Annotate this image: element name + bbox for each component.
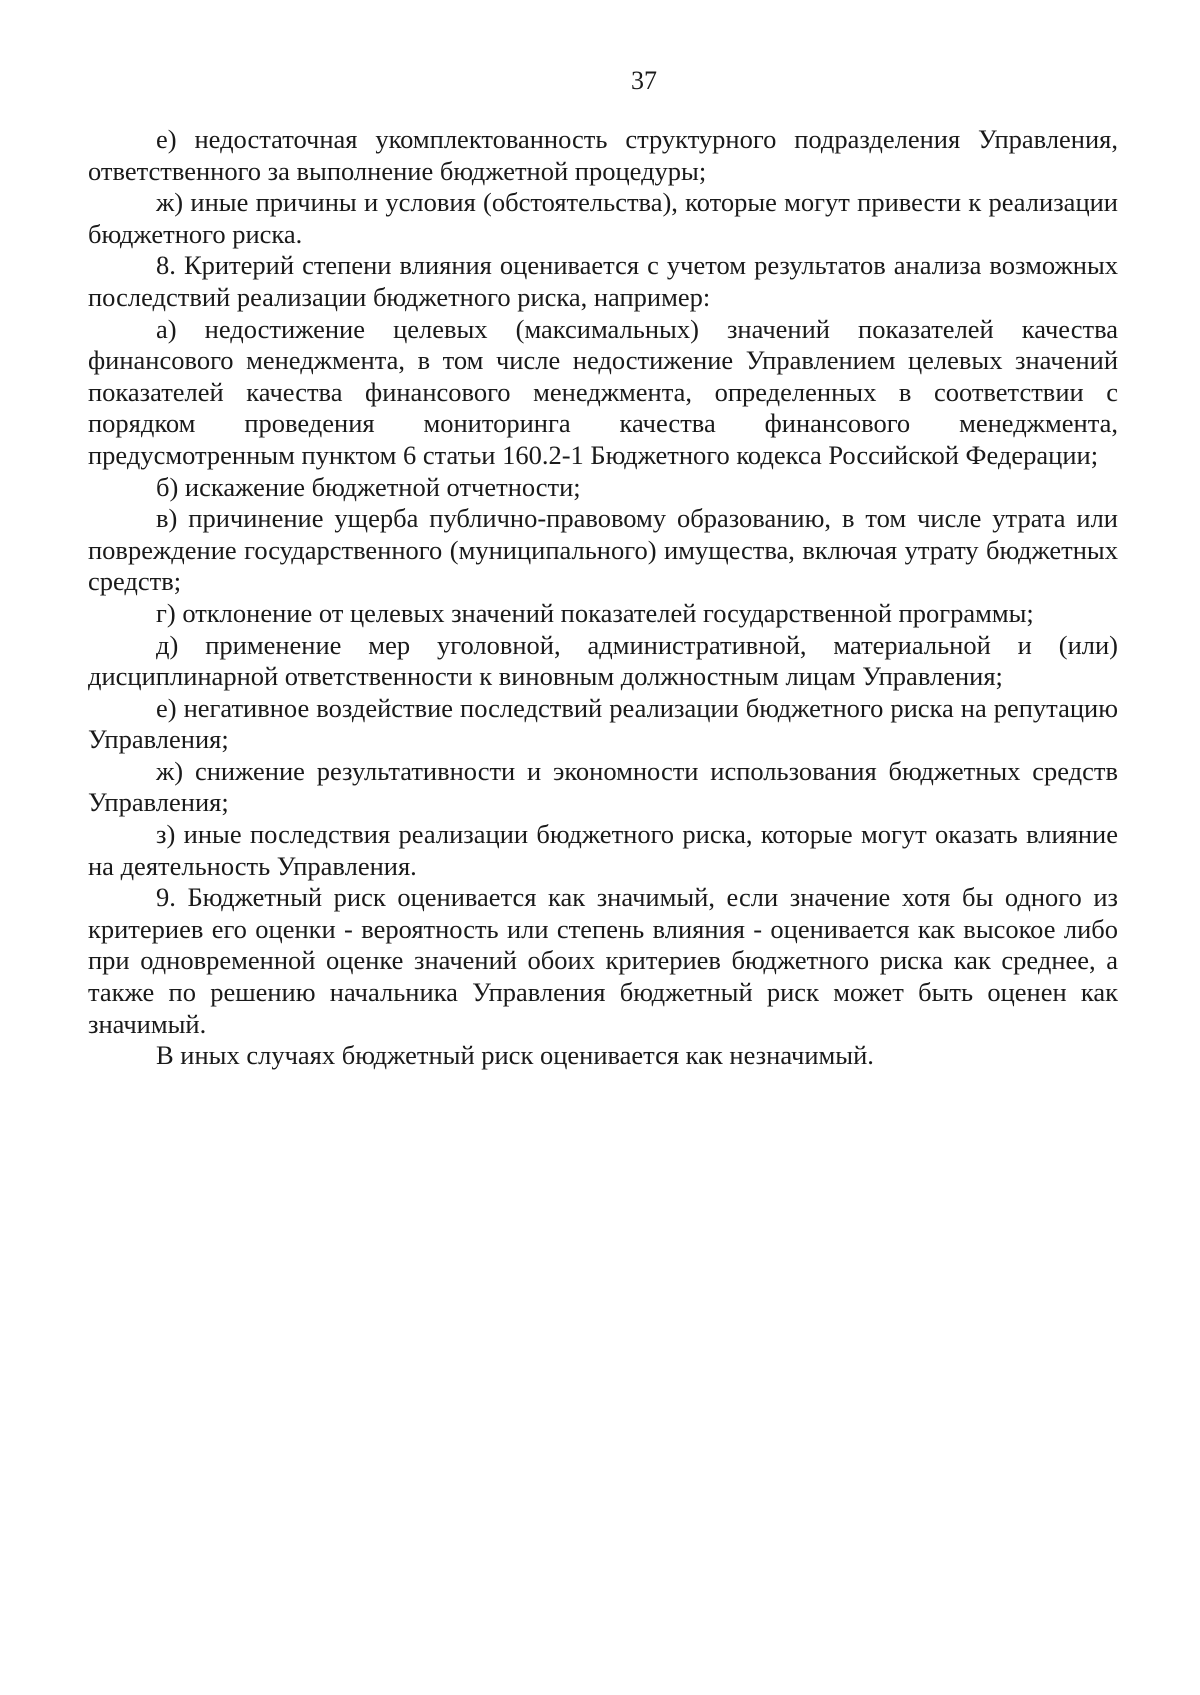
paragraph-insignificant-risk: В иных случаях бюджетный риск оценивается как незначимый. <box>156 1040 874 1071</box>
paragraph-item-a-targets: а) недостижение целевых (максимальных) значений показателей качества финансового менеджмента, в том числе недостижение Управлением целевых значений показателей качества финансового менеджмента, определенных в соответствии с порядком проведения мониторинга качества финансового менеджмента, предусмотренным пунктом 6 статьи 160.2-1 Бюджетного кодекса Российской Федерации; <box>88 313 1118 470</box>
paragraph-clause-9: 9. Бюджетный риск оценивается как значимый, если значение хотя бы одного из критериев его оценки - вероятность или степень влияния - оценивается как высокое либо при одновременной оценке значений обоих критериев бюджетного риска как среднее, а также по решению начальника Управления бюджетный риск может быть оценен как значимый. <box>88 882 1118 1039</box>
paragraph-item-zh-efficiency: ж) снижение результативности и экономности использования бюджетных средств Управления; <box>88 755 1118 818</box>
paragraph-item-v-damage: в) причинение ущерба публично-правовому образованию, в том числе утрата или повреждение государственного (муниципального) имущества, включая утрату бюджетных средств; <box>88 503 1118 597</box>
paragraph-item-b-distortion: б) искажение бюджетной отчетности; <box>156 471 581 502</box>
paragraph-item-g-deviation: г) отклонение от целевых значений показателей государственной программы; <box>156 597 1034 628</box>
paragraph-item-e-reputation: е) негативное воздействие последствий реализации бюджетного риска на репутацию Управления; <box>88 692 1118 755</box>
document-body <box>88 124 1118 1072</box>
paragraph-item-zh-other-causes: ж) иные причины и условия (обстоятельства), которые могут привести к реализации бюджетного риска. <box>88 187 1118 249</box>
paragraph-item-e-staffing: е) недостаточная укомплектованность структурного подразделения Управления, ответственного за выполнение бюджетной процедуры; <box>88 124 1118 186</box>
paragraph-clause-8: 8. Критерий степени влияния оценивается с учетом результатов анализа возможных последствий реализации бюджетного риска, например: <box>88 250 1118 312</box>
paragraph-item-d-liability: д) применение мер уголовной, административной, материальной и (или) дисциплинарной ответственности к виновным должностным лицам Управления; <box>88 629 1118 692</box>
paragraph-item-z-other-consequences: з) иные последствия реализации бюджетного риска, которые могут оказать влияние на деятельность Управления. <box>88 819 1118 881</box>
page-number: 37 <box>631 66 657 95</box>
